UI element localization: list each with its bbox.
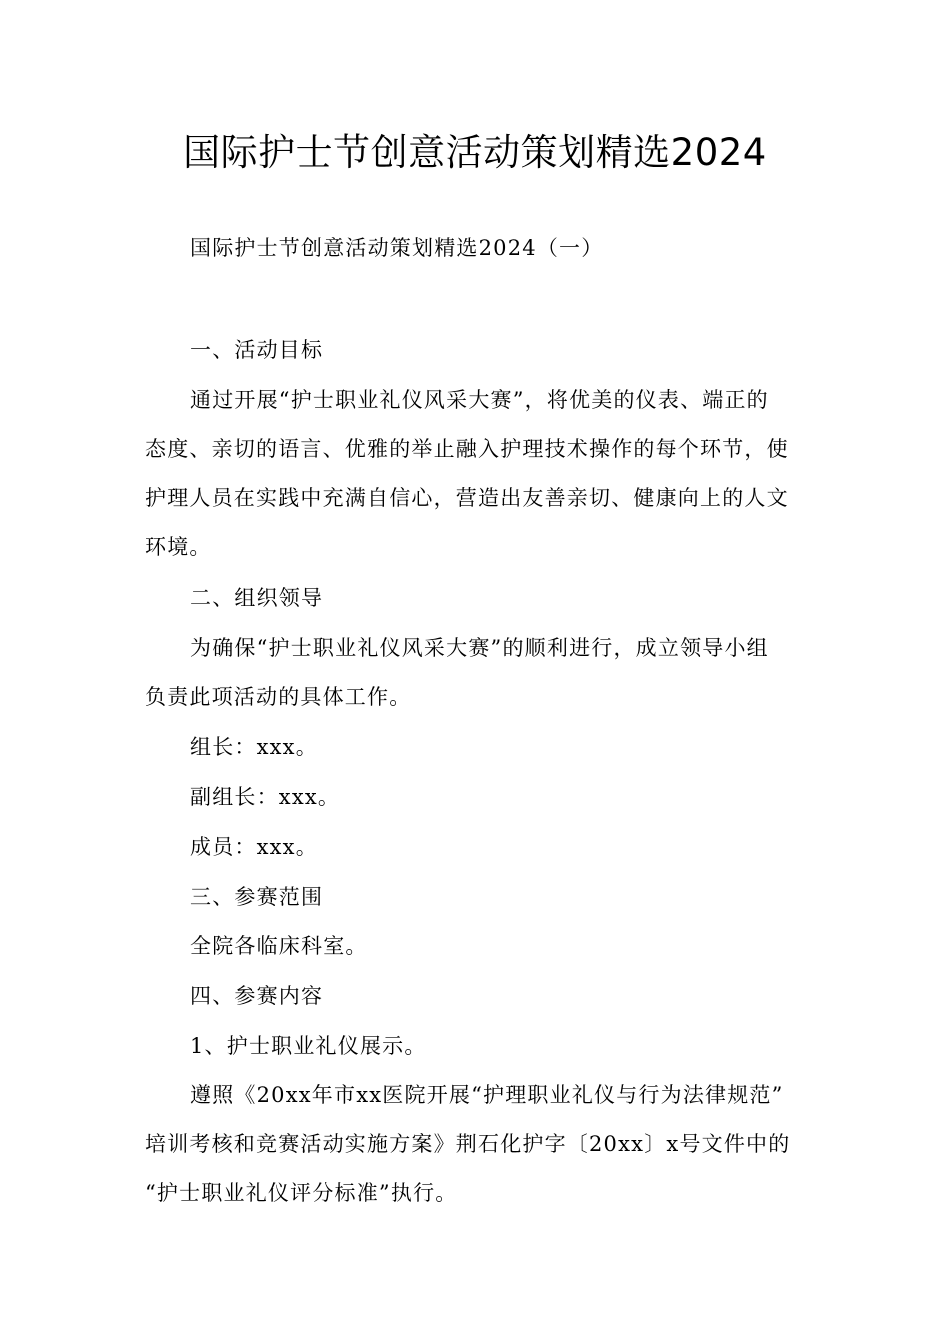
paragraph-line: 遵照《20xx年市xx医院开展“护理职业礼仪与行为法律规范”: [190, 1083, 784, 1107]
leader-line: 组长：xxx。: [190, 735, 318, 759]
paragraph-line: 态度、亲切的语言、优雅的举止融入护理技术操作的每个环节，使: [145, 437, 789, 461]
deputy-leader-line: 副组长：xxx。: [190, 785, 341, 809]
paragraph-scope: 全院各临床科室。: [190, 934, 368, 958]
paragraph-etiquette-cont: [145, 1120, 807, 1218]
paragraph-organization: [145, 624, 807, 673]
document-title: 国际护士节创意活动策划精选2024: [183, 131, 767, 174]
paragraph-line: 负责此项活动的具体工作。: [145, 685, 412, 709]
section-heading-content: 四、参赛内容: [190, 984, 324, 1008]
paragraph-goal-cont: [145, 425, 807, 572]
paragraph-line: 通过开展“护士职业礼仪风采大赛”，将优美的仪表、端正的: [190, 388, 769, 412]
subtitle: 国际护士节创意活动策划精选2024（一）: [190, 236, 604, 260]
section-heading-goal: 一、活动目标: [190, 338, 324, 362]
section-heading-organization: 二、组织领导: [190, 586, 324, 610]
paragraph-line: 环境。: [145, 535, 212, 559]
section-heading-scope: 三、参赛范围: [190, 885, 324, 909]
item-heading-etiquette: 1、护士职业礼仪展示。: [190, 1034, 427, 1058]
paragraph-line: 为确保“护士职业礼仪风采大赛”的顺利进行，成立领导小组: [190, 636, 769, 660]
paragraph-organization-cont: [145, 673, 807, 722]
paragraph-goal: [145, 376, 807, 425]
paragraph-line: 护理人员在实践中充满自信心，营造出友善亲切、健康向上的人文: [145, 486, 789, 510]
paragraph-etiquette: [145, 1071, 807, 1120]
members-line: 成员：xxx。: [190, 835, 318, 859]
paragraph-line: 培训考核和竞赛活动实施方案》荆石化护字〔20xx〕x号文件中的: [145, 1132, 791, 1156]
paragraph-line: “护士职业礼仪评分标准”执行。: [145, 1181, 458, 1205]
